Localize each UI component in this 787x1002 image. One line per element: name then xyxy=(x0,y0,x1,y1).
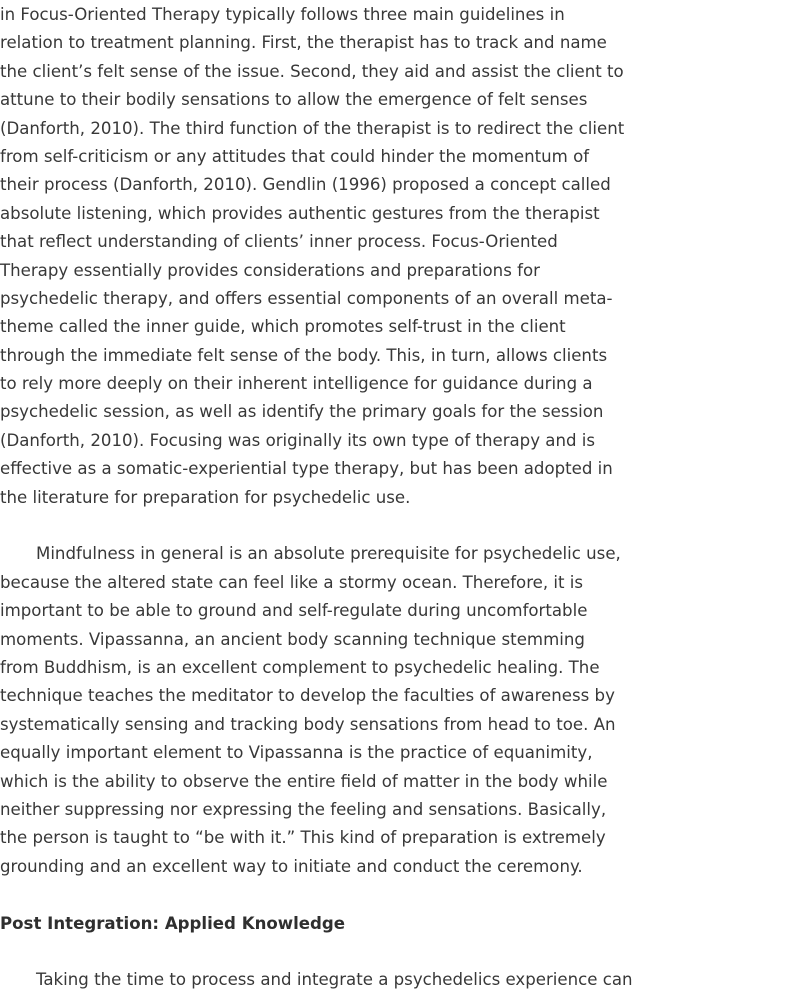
text-line: psychedelic therapy, and offers essential components of an overall meta- xyxy=(0,288,613,308)
text-line: equally important element to Vipassanna is the practice of equanimity, xyxy=(0,743,593,763)
paragraph-spacer xyxy=(0,938,615,966)
paragraph-focus-oriented-therapy xyxy=(0,1,625,512)
text-line: (Danforth, 2010). The third function of the therapist is to redirect the client xyxy=(0,118,625,138)
text-line: attune to their bodily sensations to allow the emergence of felt senses xyxy=(0,90,588,110)
text-line: their process (Danforth, 2010). Gendlin (1996) proposed a concept called xyxy=(0,175,611,195)
text-line: grounding and an excellent way to initiate and conduct the ceremony. xyxy=(0,856,583,876)
text-line: which is the ability to observe the entire field of matter in the body while xyxy=(0,771,608,791)
text-line: from Buddhism, is an excellent complement to psychedelic healing. The xyxy=(0,657,600,677)
text-line: the client’s felt sense of the issue. Second, they aid and assist the client to xyxy=(0,61,624,81)
text-line: neither suppressing nor expressing the feeling and sensations. Basically, xyxy=(0,799,607,819)
text-line: in Focus-Oriented Therapy typically follows three main guidelines in xyxy=(0,5,565,24)
paragraph-mindfulness xyxy=(0,540,621,881)
text-line: technique teaches the meditator to develop the faculties of awareness by xyxy=(0,686,615,706)
text-line: systematically sensing and tracking body sensations from head to toe. An xyxy=(0,714,616,734)
text-line: the literature for preparation for psychedelic use. xyxy=(0,487,411,507)
text-line: (Danforth, 2010). Focusing was originally its own type of therapy and is xyxy=(0,430,596,450)
text-line: Taking the time to process and integrate a psychedelics experience can xyxy=(36,970,633,990)
text-line: moments. Vipassanna, an ancient body scanning technique stemming xyxy=(0,629,585,649)
text-line: that reflect understanding of clients’ inner process. Focus-Oriented xyxy=(0,232,558,252)
section-heading: Post Integration: Applied Knowledge xyxy=(0,913,346,933)
text-line: through the immediate felt sense of the body. This, in turn, allows clients xyxy=(0,345,608,365)
text-line: Mindfulness in general is an absolute prerequisite for psychedelic use, xyxy=(36,544,621,564)
text-line: from self-criticism or any attitudes that could hinder the momentum of xyxy=(0,146,590,166)
text-line: absolute listening, which provides authentic gestures from the therapist xyxy=(0,203,600,223)
text-line: important to be able to ground and self-regulate during uncomfortable xyxy=(0,601,588,621)
text-line: because the altered state can feel like a stormy ocean. Therefore, it is xyxy=(0,572,584,592)
article-body xyxy=(0,1,633,995)
text-line: Therapy essentially provides considerations and preparations for xyxy=(0,260,540,280)
text-line: psychedelic session, as well as identify the primary goals for the session xyxy=(0,402,604,422)
paragraph-spacer xyxy=(0,881,615,909)
paragraph-spacer xyxy=(0,512,615,540)
text-line: theme called the inner guide, which promotes self-trust in the client xyxy=(0,317,566,337)
text-line: effective as a somatic-experiential type therapy, but has been adopted in xyxy=(0,459,613,479)
text-line: relation to treatment planning. First, the therapist has to track and name xyxy=(0,33,607,53)
text-line: to rely more deeply on their inherent intelligence for guidance during a xyxy=(0,374,593,394)
text-line: the person is taught to “be with it.” This kind of preparation is extremely xyxy=(0,828,606,848)
